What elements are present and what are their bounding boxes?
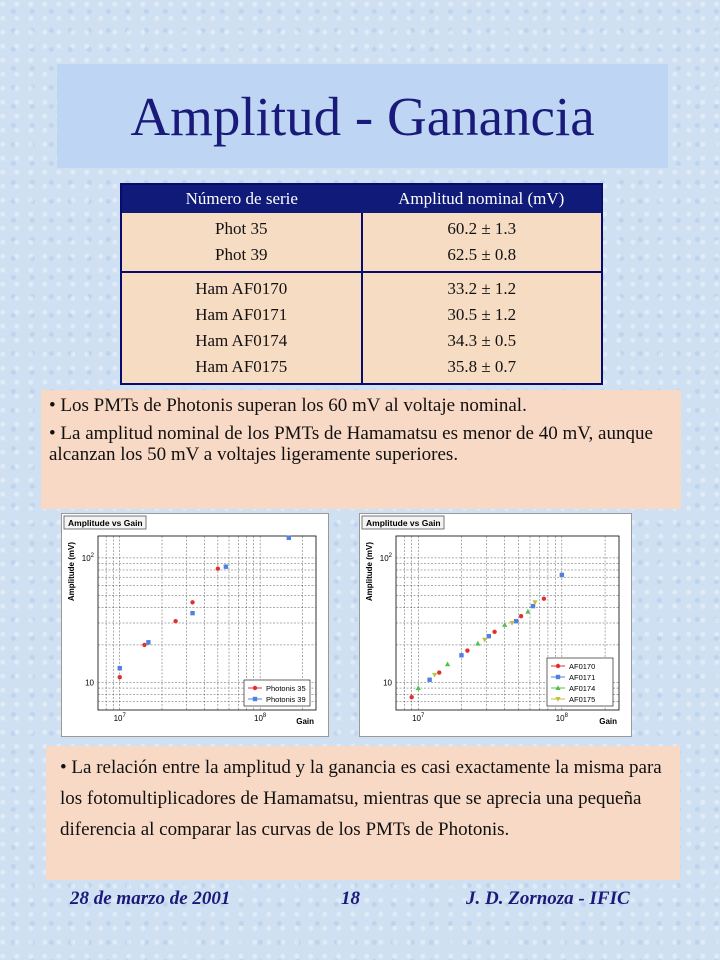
hamamatsu-values-cell xyxy=(362,272,603,384)
x-tick-label: $10^8$ xyxy=(254,713,267,723)
data-point xyxy=(487,634,491,638)
amp-af0171: 30.5 ± 1.2 xyxy=(447,305,517,324)
serial-af0170: Ham AF0170 xyxy=(195,279,288,298)
amp-phot-35: 60.2 ± 1.3 xyxy=(447,219,517,238)
footer-author: J. D. Zornoza - IFIC xyxy=(466,888,630,909)
table-header-row xyxy=(121,184,602,213)
slide-title: Amplitud - Ganancia xyxy=(130,85,595,147)
legend-label: AF0174 xyxy=(569,684,596,693)
y-tick-label: $10^2$ xyxy=(81,552,94,563)
data-point xyxy=(216,566,220,570)
data-point xyxy=(118,675,122,679)
title-box xyxy=(57,64,668,168)
x-axis-label: Gain xyxy=(296,717,314,726)
header-amplitude: Amplitud nominal (mV) xyxy=(362,184,603,213)
legend-marker xyxy=(556,664,560,668)
data-point xyxy=(514,619,518,623)
legend-label: Photonis 35 xyxy=(266,684,306,693)
amp-af0170: 33.2 ± 1.2 xyxy=(447,279,517,298)
amp-af0174: 34.3 ± 0.5 xyxy=(447,331,517,350)
plot-photonis xyxy=(61,513,329,737)
top-bullets xyxy=(41,390,681,509)
bullet-conclusion: • La relación entre la amplitud y la ganancia es casi exactamente la misma para los fotomultiplicadores de Hamamatsu, mientras que se aprecia una pequeña diferencia al comparar las curvas de los PMTs de Photonis. xyxy=(60,757,662,840)
x-tick-label: $10^7$ xyxy=(113,713,126,723)
data-point xyxy=(542,597,546,601)
footer-page-number: 18 xyxy=(341,888,360,909)
amp-af0175: 35.8 ± 0.7 xyxy=(447,357,517,376)
y-tick-label: 10 xyxy=(85,678,94,688)
legend-label: AF0171 xyxy=(569,673,596,682)
x-tick-label: $10^8$ xyxy=(555,713,568,723)
table-row-photonis xyxy=(121,213,602,272)
x-axis-label: Gain xyxy=(599,717,617,726)
data-point xyxy=(287,536,291,540)
data-point xyxy=(409,695,413,699)
legend-marker xyxy=(556,675,560,679)
legend-label: AF0170 xyxy=(569,662,596,671)
data-point xyxy=(560,573,564,577)
data-point xyxy=(142,643,146,647)
data-point xyxy=(465,648,469,652)
data-point xyxy=(190,611,194,615)
legend-marker xyxy=(253,686,257,690)
data-point xyxy=(427,678,431,682)
header-serial: Número de serie xyxy=(121,184,362,213)
data-point xyxy=(173,619,177,623)
amplitude-table xyxy=(120,183,603,385)
data-point xyxy=(190,600,194,604)
legend-label: Photonis 39 xyxy=(266,695,306,704)
data-point xyxy=(118,666,122,670)
photonis-values-cell xyxy=(362,213,603,272)
amp-phot-39: 62.5 ± 0.8 xyxy=(447,245,517,264)
y-tick-label: $10^2$ xyxy=(379,552,392,563)
bullet-photonis: • Los PMTs de Photonis superan los 60 mV al voltaje nominal. xyxy=(49,395,527,416)
hamamatsu-names-cell xyxy=(121,272,362,384)
serial-phot-35: Phot 35 xyxy=(215,219,268,238)
data-point xyxy=(531,604,535,608)
table-row-hamamatsu xyxy=(121,272,602,384)
chart-title: Amplitude vs Gain xyxy=(366,518,441,528)
serial-phot-39: Phot 39 xyxy=(215,245,268,264)
chart-hamamatsu-svg xyxy=(360,514,631,736)
photonis-names-cell xyxy=(121,213,362,272)
y-tick-label: 10 xyxy=(383,678,392,688)
y-axis-label: Amplitude (mV) xyxy=(365,542,374,602)
data-point xyxy=(224,565,228,569)
serial-af0171: Ham AF0171 xyxy=(195,305,288,324)
bottom-bullet-box xyxy=(46,746,680,880)
legend-label: AF0175 xyxy=(569,695,596,704)
data-point xyxy=(459,653,463,657)
legend-marker xyxy=(253,697,257,701)
chart-title: Amplitude vs Gain xyxy=(68,518,143,528)
plot-hamamatsu xyxy=(359,513,632,737)
data-point xyxy=(492,630,496,634)
y-axis-label: Amplitude (mV) xyxy=(67,542,76,602)
x-tick-label: $10^7$ xyxy=(412,713,425,723)
data-point xyxy=(437,670,441,674)
serial-af0175: Ham AF0175 xyxy=(195,357,288,376)
data-point xyxy=(146,640,150,644)
serial-af0174: Ham AF0174 xyxy=(195,331,288,350)
data-point xyxy=(519,614,523,618)
bullet-hamamatsu: • La amplitud nominal de los PMTs de Hamamatsu es menor de 40 mV, aunque alcanzan los 50 mV a voltajes ligeramente superiores. xyxy=(49,423,653,465)
chart-photonis-svg xyxy=(62,514,328,736)
footer-date: 28 de marzo de 2001 xyxy=(70,888,231,909)
